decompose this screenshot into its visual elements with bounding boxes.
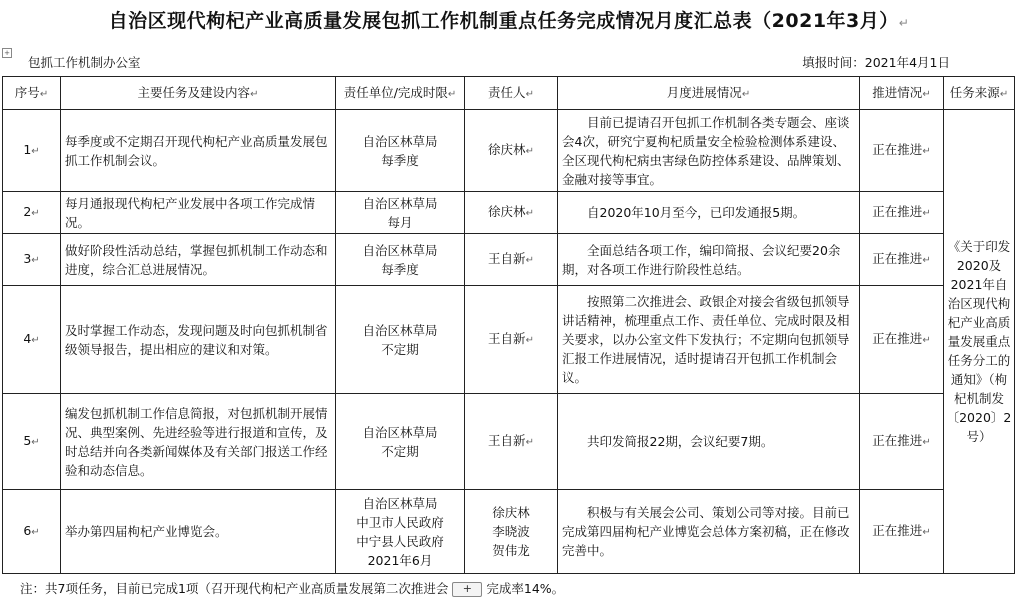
col-header-person: 责任人↵ [465,77,558,110]
header-row [3,77,1015,110]
cell-progress: 自2020年10月至今，已印发通报5期。 [558,192,860,234]
cell-unit: 自治区林草局 中卫市人民政府 中宁县人民政府 2021年6月 [336,490,465,574]
col-header-status: 推进情况↵ [860,77,944,110]
table-row [3,192,1015,234]
col-header-source: 任务来源↵ [944,77,1015,110]
cell-person: 王自新↵ [465,234,558,286]
cell-task: 举办第四届枸杞产业博览会。 [61,490,336,574]
cell-task: 每月通报现代枸杞产业发展中各项工作完成情况。 [61,192,336,234]
summary-table [2,76,1015,574]
office-name: 包抓工作机制办公室 [28,55,141,70]
table-row [3,286,1015,394]
cell-person: 徐庆林↵ [465,192,558,234]
report-title [0,6,1018,33]
table-row [3,110,1015,192]
cell-no: 3↵ [3,234,61,286]
table-move-handle-icon[interactable]: + [2,48,12,58]
cell-status: 正在推进↵ [860,490,944,574]
cell-status: 正在推进↵ [860,394,944,490]
cell-source: 《关于印发2020及2021年自治区现代枸杞产业高质量发展重点任务分工的通知》（枸杞机制发〔2020〕2号） [944,110,1015,574]
cell-task: 编发包抓机制工作信息简报，对包抓机制开展情况、典型案例、先进经验等进行报道和宣传，及时总结并向各类新闻媒体及有关部门报送工作经验和动态信息。 [61,394,336,490]
col-header-no: 序号↵ [3,77,61,110]
cell-unit: 自治区林草局 每季度 [336,234,465,286]
footnote-rate: 完成率14%。 [486,581,565,596]
cell-status: 正在推进↵ [860,110,944,192]
cell-no: 2↵ [3,192,61,234]
table-row [3,234,1015,286]
cell-task: 每季度或不定期召开现代枸杞产业高质量发展包抓工作机制会议。 [61,110,336,192]
footnote-text: 注：共7项任务，目前已完成1项（召开现代枸杞产业高质量发展第二次推进会 [20,581,449,596]
cell-unit: 自治区林草局 每月 [336,192,465,234]
table-row [3,490,1015,574]
cell-person: 王自新↵ [465,394,558,490]
cell-person: 徐庆林↵ [465,110,558,192]
cell-unit: 自治区林草局 不定期 [336,394,465,490]
cell-no: 1↵ [3,110,61,192]
cell-progress: 按照第二次推进会、政银企对接会省级包抓领导讲话精神，梳理重点工作、责任单位、完成时限及相关要求，以办公室文件下发执行；不定期向包抓领导汇报工作进展情况，适时提请召开包抓工作机制会议。 [558,286,860,394]
cell-task: 做好阶段性活动总结，掌握包抓机制工作动态和进度，综合汇总进展情况。 [61,234,336,286]
cell-progress: 目前已提请召开包抓工作机制各类专题会、座谈会4次，研究宁夏枸杞质量安全检验检测体系建设、全区现代枸杞病虫害绿色防控体系建设、品牌策划、金融对接等事宜。 [558,110,860,192]
cell-progress: 全面总结各项工作，编印简报、会议纪要20余期，对各项工作进行阶段性总结。 [558,234,860,286]
cell-person: 徐庆林 李晓波 贺伟龙 [465,490,558,574]
add-row-icon[interactable]: + [452,582,482,597]
cell-progress: 共印发简报22期，会议纪要7期。 [558,394,860,490]
col-header-progress: 月度进展情况↵ [558,77,860,110]
cell-status: 正在推进↵ [860,192,944,234]
cell-unit: 自治区林草局 不定期 [336,286,465,394]
col-header-task: 主要任务及建设内容↵ [61,77,336,110]
cell-person: 王自新↵ [465,286,558,394]
footnote [20,579,564,597]
cell-unit: 自治区林草局 每季度 [336,110,465,192]
report-title-text: 自治区现代枸杞产业高质量发展包抓工作机制重点任务完成情况月度汇总表（2021年3月） [108,10,899,32]
col-header-unit: 责任单位/完成时限↵ [336,77,465,110]
cell-task: 及时掌握工作动态，发现问题及时向包抓机制省级领导报告，提出相应的建议和对策。 [61,286,336,394]
cell-no: 4↵ [3,286,61,394]
report-time: 填报时间：2021年4月1日 [802,55,950,70]
cell-no: 5↵ [3,394,61,490]
table-row [3,394,1015,490]
cell-status: 正在推进↵ [860,286,944,394]
cell-progress: 积极与有关展会公司、策划公司等对接。目前已完成第四届枸杞产业博览会总体方案初稿，正在修改完善中。 [558,490,860,574]
cell-status: 正在推进↵ [860,234,944,286]
cell-no: 6↵ [3,490,61,574]
paragraph-mark-icon: ↵ [898,16,910,30]
